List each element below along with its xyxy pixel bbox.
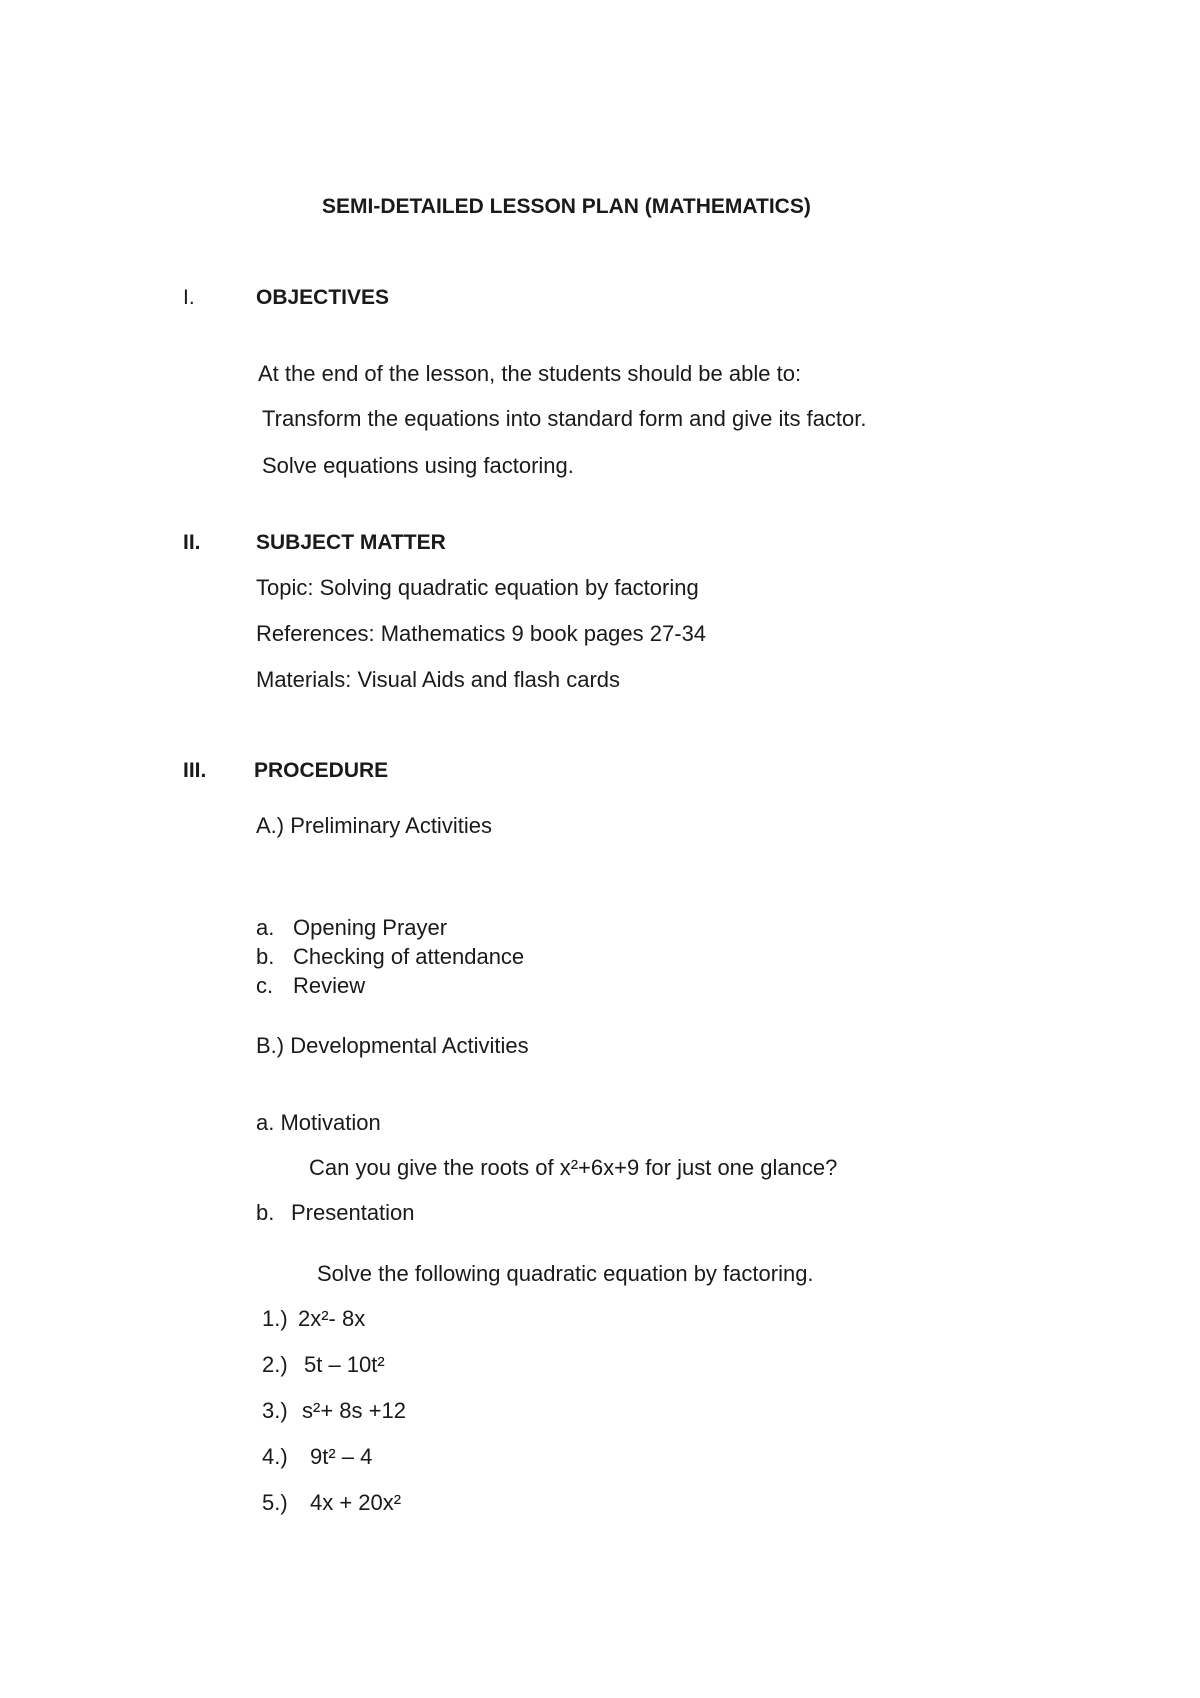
problem-expression: 9t² – 4 — [310, 1444, 373, 1469]
list-item: Review — [293, 973, 366, 998]
section-heading-subject-matter: SUBJECT MATTER — [256, 531, 446, 554]
list-item-marker: b. — [256, 944, 275, 969]
problem-expression: s²+ 8s +12 — [302, 1398, 406, 1423]
section-numeral-procedure: III. — [183, 759, 207, 782]
motivation-question: Can you give the roots of x²+6x+9 for just one glance? — [309, 1155, 838, 1180]
problem-number: 5.) — [262, 1490, 288, 1515]
problem-expression: 2x²- 8x — [298, 1306, 366, 1331]
list-item-marker: a. — [256, 915, 275, 940]
page-title: SEMI-DETAILED LESSON PLAN (MATHEMATICS) — [322, 195, 811, 218]
motivation-label: a. Motivation — [256, 1110, 381, 1135]
problem-expression: 4x + 20x² — [310, 1490, 402, 1515]
list-item: Opening Prayer — [293, 915, 448, 940]
objective-item: Transform the equations into standard form and give its factor. — [262, 406, 867, 431]
section-numeral-objectives: I. — [183, 286, 195, 309]
preliminary-activities-label: A.) Preliminary Activities — [256, 813, 492, 838]
objectives-intro: At the end of the lesson, the students should be able to: — [258, 361, 802, 386]
presentation-label: Presentation — [291, 1200, 415, 1225]
problem-number: 3.) — [262, 1398, 288, 1423]
list-item: Checking of attendance — [293, 944, 525, 969]
list-item-marker: c. — [256, 973, 274, 998]
section-numeral-subject-matter: II. — [183, 531, 201, 554]
problem-number: 2.) — [262, 1352, 288, 1377]
problem-number: 1.) — [262, 1306, 288, 1331]
subject-materials: Materials: Visual Aids and flash cards — [256, 667, 620, 692]
problem-number: 4.) — [262, 1444, 288, 1469]
presentation-instruction: Solve the following quadratic equation by factoring. — [317, 1261, 814, 1286]
section-heading-objectives: OBJECTIVES — [256, 286, 390, 309]
problem-expression: 5t – 10t² — [304, 1352, 385, 1377]
subject-references: References: Mathematics 9 book pages 27-34 — [256, 621, 707, 646]
section-heading-procedure: PROCEDURE — [254, 759, 389, 782]
developmental-activities-label: B.) Developmental Activities — [256, 1033, 529, 1058]
list-item-marker: b. — [256, 1200, 275, 1225]
objective-item: Solve equations using factoring. — [262, 453, 574, 478]
subject-topic: Topic: Solving quadratic equation by factoring — [256, 575, 699, 600]
